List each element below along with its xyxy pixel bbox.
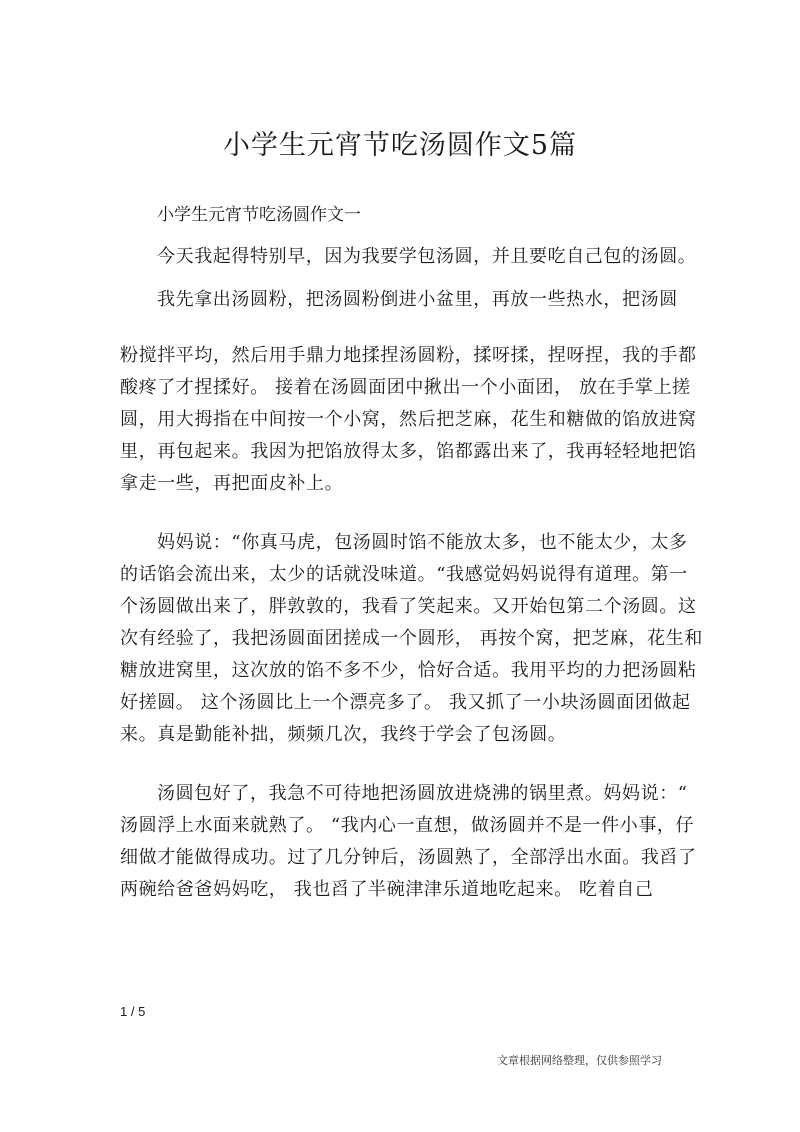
text-line: 酸疼了才捏揉好。 接着在汤圆面团中揪出一个小面团， 放在手掌上搓 — [120, 377, 691, 398]
footer-note: 文章根据网络整理，仅供参照学习 — [497, 1054, 662, 1067]
text-line: 细做才能做得成功。过了几分钟后，汤圆熟了，全部浮出水面。我舀了 — [120, 847, 697, 868]
text-line: 粉搅拌平均，然后用手鼎力地揉捏汤圆粉，揉呀揉，捏呀捏，我的手都 — [120, 345, 697, 366]
text-line: 里，再包起来。我因为把馅放得太多，馅都露出来了，我再轻轻地把馅 — [120, 441, 697, 462]
text-line: 个汤圆做出来了，胖敦敦的，我看了笑起来。又开始包第二个汤圆。这 — [120, 596, 697, 617]
text-line: 汤圆浮上水面来就熟了。 “我内心一直想，做汤圆并不是一件小事，仔 — [120, 815, 695, 836]
essay-subtitle: 小学生元宵节吃汤圆作文一 — [157, 205, 361, 225]
text-line: 拿走一些，再把面皮补上。 — [120, 473, 344, 494]
text-line: 糖放进窝里，这次放的馅不多不少，恰好合适。我用平均的力把汤圆粘 — [120, 660, 697, 681]
page-number: 1 / 5 — [120, 1004, 146, 1019]
text-line: 圆，用大拇指在中间按一个小窝，然后把芝麻，花生和糖做的馅放进窝 — [120, 409, 697, 430]
text-line: 好搓圆。 这个汤圆比上一个漂亮多了。 我又抓了一小块汤圆面团做起 — [120, 692, 691, 713]
text-line: 今天我起得特别早，因为我要学包汤圆，并且要吃自己包的汤圆。 — [157, 246, 697, 267]
text-line: 来。真是勤能补拙，频频几次，我终于学会了包汤圆。 — [120, 724, 567, 745]
text-line: 两碗给爸爸妈妈吃， 我也舀了半碗津津乐道地吃起来。 吃着自己 — [120, 879, 654, 900]
text-line: 妈妈说：“你真马虎，包汤圆时馅不能放太多，也不能太少，太多 — [157, 532, 688, 553]
document-title: 小学生元宵节吃汤圆作文5篇 — [222, 130, 578, 161]
text-line: 汤圆包好了，我急不可待地把汤圆放进烧沸的锅里煮。妈妈说：“ — [157, 783, 688, 804]
text-line: 的话馅会流出来，太少的话就没味道。“我感觉妈妈说得有道理。第一 — [120, 564, 688, 585]
text-line: 我先拿出汤圆粉，把汤圆粉倒进小盆里，再放一些热水，把汤圆 — [157, 289, 678, 310]
text-line: 次有经验了，我把汤圆面团搓成一个圆形， 再按个窝，把芝麻，花生和 — [120, 628, 703, 649]
